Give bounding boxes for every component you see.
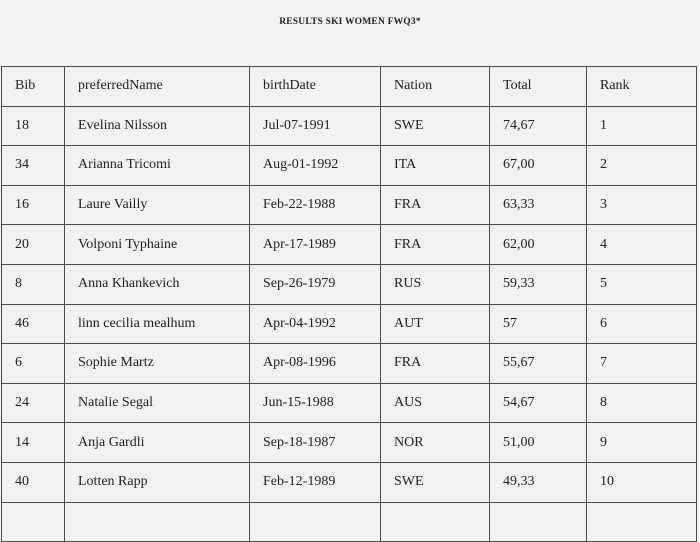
header-rank: Rank <box>587 67 697 107</box>
cell-name: Volponi Typhaine <box>65 225 250 265</box>
cell-nation: AUT <box>381 304 490 344</box>
cell-nation: FRA <box>381 185 490 225</box>
header-nation: Nation <box>381 67 490 107</box>
cell-rank: 1 <box>587 106 697 146</box>
cell-total: 49,33 <box>490 462 587 502</box>
cell-bib: 24 <box>2 383 65 423</box>
cell-bib: 40 <box>2 462 65 502</box>
cell-nation: SWE <box>381 462 490 502</box>
cell-name: Anna Khankevich <box>65 264 250 304</box>
cell-name: Sophie Martz <box>65 344 250 384</box>
table-row <box>2 304 697 344</box>
cell-name: Evelina Nilsson <box>65 106 250 146</box>
cell-rank: 5 <box>587 264 697 304</box>
cell-name: Natalie Segal <box>65 383 250 423</box>
cell-nation: RUS <box>381 264 490 304</box>
cell-rank: 4 <box>587 225 697 265</box>
cell-nation: SWE <box>381 106 490 146</box>
table-row <box>2 146 697 186</box>
cell-rank: 10 <box>587 462 697 502</box>
cell-nation: AUS <box>381 383 490 423</box>
header-total: Total <box>490 67 587 107</box>
table-row <box>2 106 697 146</box>
cell-nation: FRA <box>381 225 490 265</box>
cell-nation: FRA <box>381 344 490 384</box>
cell-name: Arianna Tricomi <box>65 146 250 186</box>
cell-birth-date: Apr-08-1996 <box>250 344 381 384</box>
table-row <box>2 264 697 304</box>
cell-name: Anja Gardli <box>65 423 250 463</box>
cell-birth-date: Apr-04-1992 <box>250 304 381 344</box>
cell-bib: 34 <box>2 146 65 186</box>
table-row <box>2 225 697 265</box>
table-row <box>2 185 697 225</box>
cell-nation: ITA <box>381 146 490 186</box>
table-row <box>2 462 697 502</box>
table-row <box>2 344 697 384</box>
cell-total: 55,67 <box>490 344 587 384</box>
header-birth-date: birthDate <box>250 67 381 107</box>
cell-total: 59,33 <box>490 264 587 304</box>
cell-rank: 8 <box>587 383 697 423</box>
cell-birth-date: Sep-26-1979 <box>250 264 381 304</box>
table-header-row <box>2 67 697 107</box>
cell-bib: 8 <box>2 264 65 304</box>
cell-name: linn cecilia mealhum <box>65 304 250 344</box>
header-preferred-name: preferredName <box>65 67 250 107</box>
cell-bib: 14 <box>2 423 65 463</box>
cell-total: 67,00 <box>490 146 587 186</box>
table-row <box>2 423 697 463</box>
results-table <box>1 66 697 542</box>
page-title: RESULTS SKI WOMEN FWQ3* <box>279 17 421 27</box>
cell-total: 54,67 <box>490 383 587 423</box>
cell-total: 74,67 <box>490 106 587 146</box>
cell-total: 63,33 <box>490 185 587 225</box>
cell-rank: 2 <box>587 146 697 186</box>
cell-total: 51,00 <box>490 423 587 463</box>
cell-rank: 6 <box>587 304 697 344</box>
cell-birth-date: Jul-07-1991 <box>250 106 381 146</box>
cell-birth-date: Jun-15-1988 <box>250 383 381 423</box>
cell-nation: NOR <box>381 423 490 463</box>
table-row-cut-off <box>2 502 697 542</box>
header-bib: Bib <box>2 67 65 107</box>
cell-rank: 9 <box>587 423 697 463</box>
cell-birth-date: Feb-12-1989 <box>250 462 381 502</box>
cell-name: Lotten Rapp <box>65 462 250 502</box>
cell-total: 57 <box>490 304 587 344</box>
table-row <box>2 383 697 423</box>
cell-total: 62,00 <box>490 225 587 265</box>
cell-bib: 46 <box>2 304 65 344</box>
cell-birth-date: Feb-22-1988 <box>250 185 381 225</box>
cell-bib: 16 <box>2 185 65 225</box>
cell-bib: 20 <box>2 225 65 265</box>
cell-bib: 6 <box>2 344 65 384</box>
cell-rank: 7 <box>587 344 697 384</box>
cell-birth-date: Apr-17-1989 <box>250 225 381 265</box>
cell-bib: 18 <box>2 106 65 146</box>
cell-rank: 3 <box>587 185 697 225</box>
cell-birth-date: Sep-18-1987 <box>250 423 381 463</box>
cell-birth-date: Aug-01-1992 <box>250 146 381 186</box>
cell-name: Laure Vailly <box>65 185 250 225</box>
